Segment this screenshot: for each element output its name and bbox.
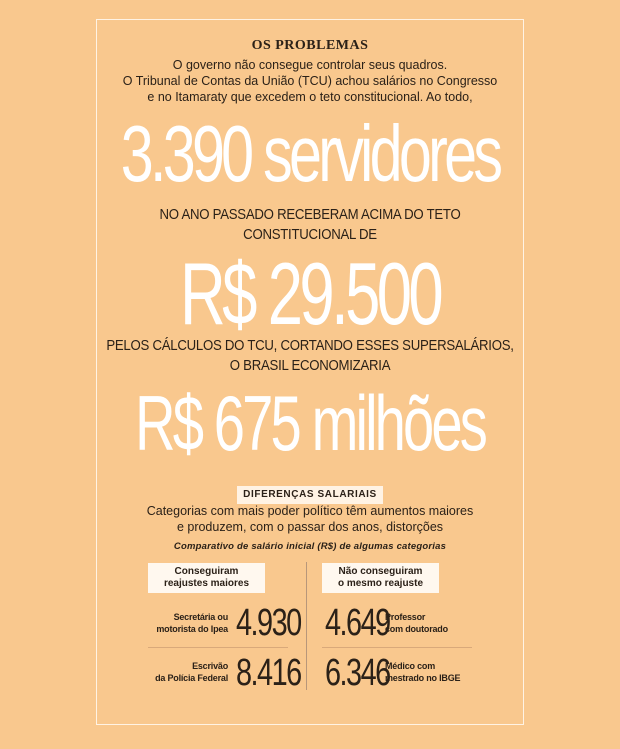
row-label-left (140, 611, 228, 635)
label-line: da Polícia Federal (155, 673, 228, 683)
column-divider (306, 562, 307, 690)
caption-line: CONSTITUCIONAL DE (243, 226, 377, 243)
salary-value: 4.649 (325, 602, 390, 644)
row-divider-left (148, 647, 288, 648)
label-line: com doutorado (385, 624, 448, 634)
header-line: Não conseguiram (338, 566, 423, 577)
column-header-same-raise (322, 563, 439, 593)
servants-count: 3.390 servidores (120, 109, 500, 198)
label-line: motorista do Ipea (156, 624, 228, 634)
desc-line: e produzem, com o passar dos anos, distorções (176, 520, 444, 534)
label-line: mestrado no IBGE (385, 673, 461, 683)
section-title: OS PROBLEMAS (251, 38, 369, 53)
caption-line: O BRASIL ECONOMIZARIA (229, 357, 391, 374)
row-label-left (140, 660, 228, 684)
row-label-right (385, 660, 475, 684)
caption-line: NO ANO PASSADO RECEBERAM ACIMA DO TETO (159, 206, 461, 223)
column-header-higher-raises (148, 563, 265, 593)
intro-line: O Tribunal de Contas da União (TCU) achou salários no Congresso (122, 74, 498, 88)
label-line: Professor (385, 612, 426, 622)
salary-value: 8.416 (236, 652, 301, 694)
intro-line: O governo não consegue controlar seus quadros. (172, 58, 448, 72)
intro-text (0, 57, 620, 105)
salary-value: 4.930 (236, 602, 301, 644)
desc-line: Categorias com mais poder político têm aumentos maiores (146, 504, 474, 518)
salary-value: 6.346 (325, 652, 390, 694)
row-divider-right (322, 647, 472, 648)
salary-ceiling-value: R$ 29.500 (179, 244, 440, 343)
caption-line: PELOS CÁLCULOS DO TCU, CORTANDO ESSES SUPERSALÁRIOS, (106, 337, 514, 354)
header-line: Conseguiram (174, 566, 239, 577)
label-line: Escrivão (192, 661, 228, 671)
caption-savings (37, 336, 583, 376)
label-line: Médico com (385, 661, 436, 671)
header-line: reajustes maiores (163, 578, 250, 589)
label-line: Secretária ou (173, 612, 228, 622)
comparison-note: Comparativo de salário inicial (R$) de algumas categorias (173, 541, 447, 552)
header-line: o mesmo reajuste (337, 578, 424, 589)
section-description (0, 503, 620, 535)
badge-wrapper (0, 484, 620, 504)
caption-ceiling (37, 205, 583, 245)
section-badge: DIFERENÇAS SALARIAIS (237, 486, 383, 504)
savings-value: R$ 675 milhões (135, 379, 485, 467)
row-label-right (385, 611, 475, 635)
intro-line: e no Itamaraty que excedem o teto constitucional. Ao todo, (147, 90, 473, 104)
